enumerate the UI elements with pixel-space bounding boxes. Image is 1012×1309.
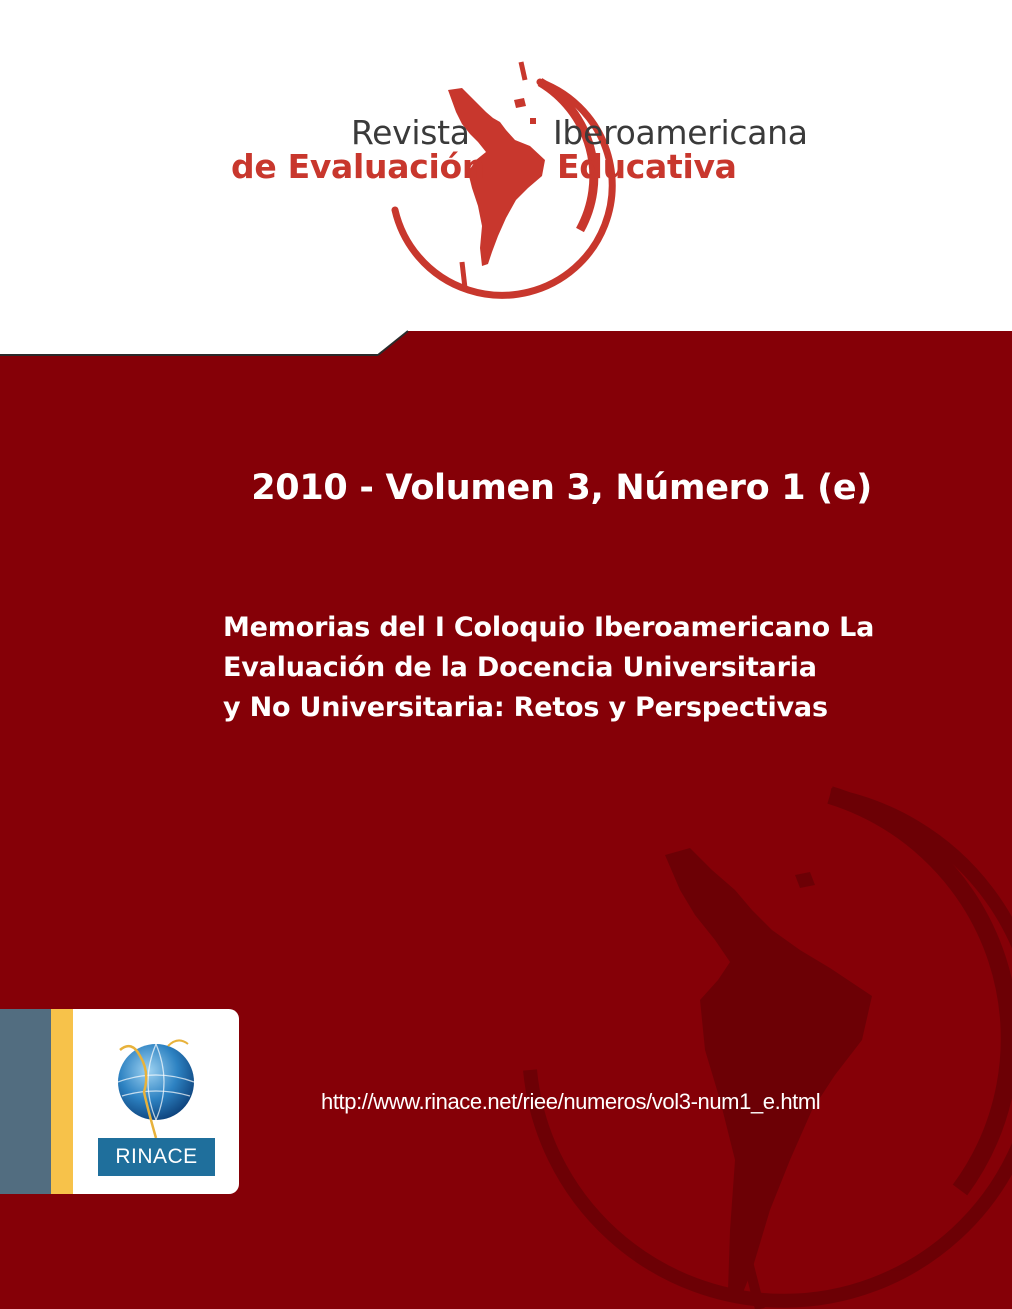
badge-stripe-yellow: [51, 1009, 73, 1194]
logo-text-iberoamericana: Iberoamericana: [553, 113, 808, 152]
issue-subtitle: [223, 608, 943, 728]
subtitle-line: Evaluación de la Docencia Universitaria: [223, 652, 817, 683]
logo-text-de-evaluacion: de Evaluación: [231, 147, 486, 186]
subtitle-line: Memorias del I Coloquio Iberoamericano La: [223, 612, 875, 643]
logo-text-revista: Revista: [351, 113, 470, 152]
issue-volume-label: 2010 - Volumen 3, Número 1 (e): [251, 468, 872, 508]
rinace-label: RINACE: [98, 1138, 215, 1176]
issue-url-link[interactable]: http://www.rinace.net/riee/numeros/vol3-num1_e.html: [321, 1089, 821, 1114]
logo-text-educativa: Educativa: [557, 147, 737, 186]
badge-stripe-gray: [0, 1009, 51, 1194]
subtitle-line: y No Universitaria: Retos y Perspectivas: [223, 692, 828, 723]
